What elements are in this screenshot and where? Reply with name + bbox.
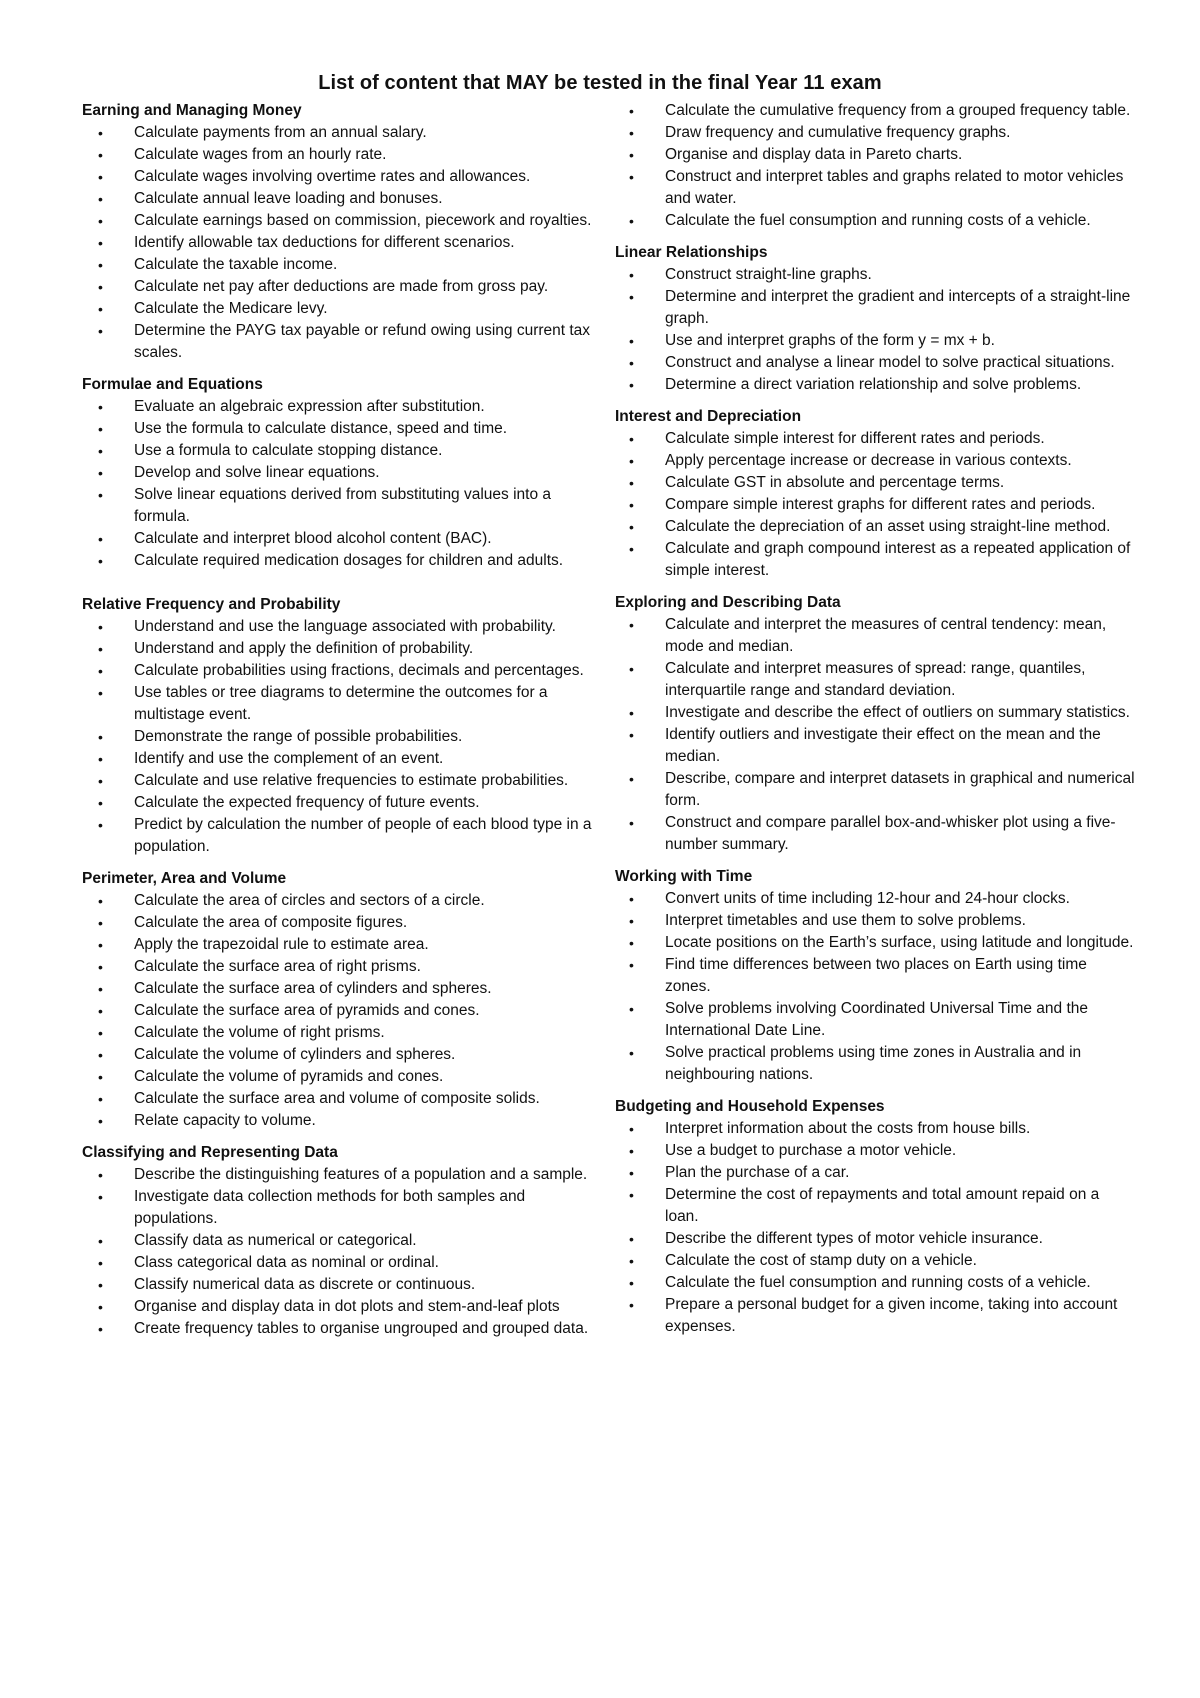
list-item xyxy=(615,210,1135,232)
bullet-list xyxy=(82,396,597,572)
list-item xyxy=(82,1164,597,1186)
bullet-icon: • xyxy=(98,937,103,953)
bullet-icon: • xyxy=(629,497,634,513)
list-item-text: Calculate the cumulative frequency from a grouped frequency table. xyxy=(665,102,1131,119)
list-item-text: Relate capacity to volume. xyxy=(134,1112,316,1129)
list-item-text: Determine and interpret the gradient and intercepts of a straight-line graph. xyxy=(665,288,1131,327)
list-item xyxy=(615,1184,1135,1228)
list-item-text: Construct and compare parallel box-and-whisker plot using a five-number summary. xyxy=(665,814,1116,853)
list-item xyxy=(615,144,1135,166)
list-item-text: Construct and analyse a linear model to solve practical situations. xyxy=(665,354,1115,371)
list-item xyxy=(82,232,597,254)
list-item xyxy=(82,550,597,572)
list-item-text: Create frequency tables to organise ungrouped and grouped data. xyxy=(134,1320,589,1337)
list-item-text: Understand and use the language associated with probability. xyxy=(134,618,556,635)
list-item xyxy=(615,264,1135,286)
list-item-text: Calculate and use relative frequencies to estimate probabilities. xyxy=(134,772,569,789)
list-item-text: Calculate simple interest for different rates and periods. xyxy=(665,430,1045,447)
list-item xyxy=(82,210,597,232)
list-item xyxy=(82,726,597,748)
bullet-icon: • xyxy=(98,1167,103,1183)
list-item-text: Calculate and interpret blood alcohol content (BAC). xyxy=(134,530,492,547)
list-item xyxy=(82,122,597,144)
list-item-text: Calculate the area of composite figures. xyxy=(134,914,408,931)
list-item-text: Organise and display data in dot plots and stem-and-leaf plots xyxy=(134,1298,560,1315)
bullet-icon: • xyxy=(98,619,103,635)
list-item xyxy=(615,1294,1135,1338)
bullet-icon: • xyxy=(629,333,634,349)
list-item-text: Develop and solve linear equations. xyxy=(134,464,380,481)
list-item xyxy=(615,1140,1135,1162)
list-item xyxy=(615,166,1135,210)
list-item xyxy=(615,1118,1135,1140)
list-item xyxy=(82,1066,597,1088)
bullet-icon: • xyxy=(629,1121,634,1137)
bullet-list xyxy=(82,122,597,364)
bullet-list xyxy=(615,264,1135,396)
bullet-icon: • xyxy=(629,705,634,721)
bullet-list xyxy=(82,616,597,858)
list-item-text: Use a budget to purchase a motor vehicle. xyxy=(665,1142,957,1159)
section-perimeter xyxy=(82,868,597,1132)
list-item-text: Calculate the fuel consumption and running costs of a vehicle. xyxy=(665,212,1091,229)
bullet-icon: • xyxy=(629,147,634,163)
bullet-icon: • xyxy=(98,443,103,459)
bullet-icon: • xyxy=(98,1277,103,1293)
bullet-icon: • xyxy=(98,421,103,437)
list-item-text: Calculate wages from an hourly rate. xyxy=(134,146,387,163)
list-item xyxy=(615,658,1135,702)
list-item xyxy=(82,528,597,550)
list-item-text: Calculate the surface area of right prisms. xyxy=(134,958,421,975)
bullet-icon: • xyxy=(629,1165,634,1181)
list-item xyxy=(615,998,1135,1042)
list-item xyxy=(82,484,597,528)
bullet-icon: • xyxy=(98,893,103,909)
list-item-text: Locate positions on the Earth’s surface, using latitude and longitude. xyxy=(665,934,1134,951)
section-budgeting xyxy=(615,1096,1135,1338)
list-item-text: Apply the trapezoidal rule to estimate area. xyxy=(134,936,429,953)
list-item xyxy=(82,1274,597,1296)
list-item xyxy=(82,1110,597,1132)
bullet-icon: • xyxy=(98,531,103,547)
list-item-text: Identify allowable tax deductions for different scenarios. xyxy=(134,234,515,251)
list-item-text: Apply percentage increase or decrease in various contexts. xyxy=(665,452,1072,469)
section-heading: Interest and Depreciation xyxy=(615,408,802,425)
list-item-text: Calculate the Medicare levy. xyxy=(134,300,328,317)
list-item-text: Solve linear equations derived from substituting values into a formula. xyxy=(134,486,552,525)
list-item-text: Calculate the volume of pyramids and cones. xyxy=(134,1068,444,1085)
section-classifying-continued xyxy=(615,100,1135,232)
list-item xyxy=(82,956,597,978)
list-item xyxy=(82,638,597,660)
list-item xyxy=(615,702,1135,724)
list-item xyxy=(82,770,597,792)
list-item xyxy=(82,462,597,484)
list-item xyxy=(82,320,597,364)
list-item xyxy=(615,1250,1135,1272)
bullet-icon: • xyxy=(98,213,103,229)
section-heading: Budgeting and Household Expenses xyxy=(615,1098,885,1115)
list-item xyxy=(615,1228,1135,1250)
bullet-icon: • xyxy=(629,1231,634,1247)
list-item xyxy=(615,286,1135,330)
list-item-text: Calculate the volume of right prisms. xyxy=(134,1024,385,1041)
bullet-list xyxy=(615,428,1135,582)
section-heading: Earning and Managing Money xyxy=(82,102,302,119)
bullet-icon: • xyxy=(98,553,103,569)
list-item-text: Use tables or tree diagrams to determine the outcomes for a multistage event. xyxy=(134,684,548,723)
list-item-text: Calculate net pay after deductions are made from gross pay. xyxy=(134,278,549,295)
bullet-list xyxy=(615,614,1135,856)
bullet-icon: • xyxy=(629,169,634,185)
list-item-text: Interpret timetables and use them to solve problems. xyxy=(665,912,1026,929)
list-item-text: Describe, compare and interpret datasets in graphical and numerical form. xyxy=(665,770,1135,809)
bullet-icon: • xyxy=(629,913,634,929)
list-item-text: Determine the cost of repayments and total amount repaid on a loan. xyxy=(665,1186,1100,1225)
bullet-icon: • xyxy=(629,213,634,229)
list-item xyxy=(82,978,597,1000)
bullet-icon: • xyxy=(98,399,103,415)
list-item xyxy=(615,538,1135,582)
bullet-icon: • xyxy=(98,323,103,339)
section-classifying xyxy=(82,1142,597,1340)
bullet-list xyxy=(615,1118,1135,1338)
list-item-text: Calculate the volume of cylinders and spheres. xyxy=(134,1046,456,1063)
list-item xyxy=(82,1186,597,1230)
list-item xyxy=(82,418,597,440)
list-item xyxy=(82,682,597,726)
list-item xyxy=(615,1042,1135,1086)
bullet-icon: • xyxy=(98,751,103,767)
bullet-icon: • xyxy=(98,1255,103,1271)
list-item-text: Solve problems involving Coordinated Universal Time and the International Date Line. xyxy=(665,1000,1089,1039)
list-item xyxy=(615,472,1135,494)
list-item-text: Use a formula to calculate stopping distance. xyxy=(134,442,443,459)
bullet-icon: • xyxy=(629,1001,634,1017)
list-item-text: Plan the purchase of a car. xyxy=(665,1164,850,1181)
bullet-icon: • xyxy=(98,641,103,657)
list-item xyxy=(615,450,1135,472)
list-item-text: Interpret information about the costs from house bills. xyxy=(665,1120,1031,1137)
list-item-text: Convert units of time including 12-hour and 24-hour clocks. xyxy=(665,890,1070,907)
bullet-icon: • xyxy=(629,453,634,469)
list-item xyxy=(82,144,597,166)
section-heading: Perimeter, Area and Volume xyxy=(82,870,287,887)
bullet-icon: • xyxy=(629,475,634,491)
list-item-text: Calculate the depreciation of an asset using straight-line method. xyxy=(665,518,1111,535)
list-item-text: Construct and interpret tables and graphs related to motor vehicles and water. xyxy=(665,168,1124,207)
bullet-icon: • xyxy=(98,235,103,251)
section-linear xyxy=(615,242,1135,396)
list-item xyxy=(82,1088,597,1110)
bullet-icon: • xyxy=(629,103,634,119)
list-item-text: Calculate the expected frequency of future events. xyxy=(134,794,480,811)
list-item-text: Calculate the cost of stamp duty on a vehicle. xyxy=(665,1252,977,1269)
list-item-text: Calculate and interpret measures of spread: range, quantiles, interquartile range and standard deviation. xyxy=(665,660,1086,699)
list-item-text: Evaluate an algebraic expression after substitution. xyxy=(134,398,485,415)
bullet-icon: • xyxy=(98,1003,103,1019)
list-item-text: Calculate the fuel consumption and running costs of a vehicle. xyxy=(665,1274,1091,1291)
list-item-text: Use the formula to calculate distance, speed and time. xyxy=(134,420,508,437)
list-item xyxy=(615,494,1135,516)
bullet-icon: • xyxy=(629,1275,634,1291)
bullet-list xyxy=(615,100,1135,232)
list-item xyxy=(82,912,597,934)
bullet-icon: • xyxy=(98,795,103,811)
bullet-icon: • xyxy=(98,191,103,207)
section-formulae xyxy=(82,374,597,572)
list-item xyxy=(615,932,1135,954)
list-item xyxy=(82,276,597,298)
list-item xyxy=(615,724,1135,768)
list-item xyxy=(82,890,597,912)
bullet-icon: • xyxy=(98,1025,103,1041)
list-item-text: Demonstrate the range of possible probabilities. xyxy=(134,728,463,745)
list-item-text: Prepare a personal budget for a given income, taking into account expenses. xyxy=(665,1296,1118,1335)
list-item xyxy=(615,330,1135,352)
list-item xyxy=(82,396,597,418)
bullet-icon: • xyxy=(629,617,634,633)
list-item xyxy=(82,298,597,320)
bullet-icon: • xyxy=(629,541,634,557)
list-item-text: Calculate probabilities using fractions, decimals and percentages. xyxy=(134,662,584,679)
bullet-icon: • xyxy=(98,773,103,789)
list-item xyxy=(615,122,1135,144)
bullet-icon: • xyxy=(629,431,634,447)
list-item xyxy=(615,100,1135,122)
list-item-text: Describe the distinguishing features of a population and a sample. xyxy=(134,1166,588,1183)
list-item xyxy=(82,166,597,188)
bullet-icon: • xyxy=(629,267,634,283)
list-item xyxy=(615,910,1135,932)
list-item-text: Predict by calculation the number of people of each blood type in a population. xyxy=(134,816,592,855)
list-item-text: Understand and apply the definition of probability. xyxy=(134,640,474,657)
list-item-text: Calculate the surface area of pyramids and cones. xyxy=(134,1002,480,1019)
list-item xyxy=(615,428,1135,450)
list-item-text: Identify outliers and investigate their effect on the mean and the median. xyxy=(665,726,1101,765)
bullet-icon: • xyxy=(98,1299,103,1315)
list-item-text: Identify and use the complement of an event. xyxy=(134,750,444,767)
list-item xyxy=(82,1318,597,1340)
bullet-icon: • xyxy=(98,817,103,833)
bullet-icon: • xyxy=(629,935,634,951)
list-item xyxy=(82,792,597,814)
list-item-text: Organise and display data in Pareto charts. xyxy=(665,146,963,163)
bullet-icon: • xyxy=(629,355,634,371)
list-item-text: Compare simple interest graphs for different rates and periods. xyxy=(665,496,1096,513)
bullet-icon: • xyxy=(629,1143,634,1159)
list-item-text: Calculate annual leave loading and bonuses. xyxy=(134,190,443,207)
bullet-icon: • xyxy=(98,487,103,503)
list-item xyxy=(82,1000,597,1022)
bullet-icon: • xyxy=(98,981,103,997)
list-item-text: Determine a direct variation relationship and solve problems. xyxy=(665,376,1082,393)
list-item xyxy=(615,812,1135,856)
list-item-text: Calculate GST in absolute and percentage terms. xyxy=(665,474,1005,491)
list-item xyxy=(82,814,597,858)
list-item xyxy=(82,748,597,770)
list-item xyxy=(82,1252,597,1274)
bullet-icon: • xyxy=(629,289,634,305)
section-heading: Linear Relationships xyxy=(615,244,768,261)
bullet-icon: • xyxy=(98,663,103,679)
list-item-text: Describe the different types of motor vehicle insurance. xyxy=(665,1230,1043,1247)
bullet-icon: • xyxy=(629,1187,634,1203)
list-item xyxy=(615,888,1135,910)
bullet-icon: • xyxy=(629,1297,634,1313)
bullet-icon: • xyxy=(98,125,103,141)
list-item-text: Determine the PAYG tax payable or refund owing using current tax scales. xyxy=(134,322,591,361)
bullet-list xyxy=(82,1164,597,1340)
list-item-text: Calculate and graph compound interest as a repeated application of simple interest. xyxy=(665,540,1131,579)
list-item-text: Calculate and interpret the measures of central tendency: mean, mode and median. xyxy=(665,616,1107,655)
list-item xyxy=(82,1022,597,1044)
bullet-icon: • xyxy=(98,1189,103,1205)
section-probability xyxy=(82,594,597,858)
bullet-icon: • xyxy=(629,727,634,743)
bullet-icon: • xyxy=(98,729,103,745)
list-item-text: Calculate the surface area of cylinders and spheres. xyxy=(134,980,492,997)
list-item-text: Find time differences between two places on Earth using time zones. xyxy=(665,956,1087,995)
left-column xyxy=(82,100,597,1350)
bullet-icon: • xyxy=(629,1253,634,1269)
list-item-text: Calculate payments from an annual salary. xyxy=(134,124,427,141)
list-item-text: Classify numerical data as discrete or continuous. xyxy=(134,1276,476,1293)
bullet-icon: • xyxy=(98,915,103,931)
section-heading: Exploring and Describing Data xyxy=(615,594,841,611)
bullet-icon: • xyxy=(629,891,634,907)
list-item-text: Calculate earnings based on commission, piecework and royalties. xyxy=(134,212,592,229)
list-item xyxy=(615,374,1135,396)
section-earning xyxy=(82,100,597,364)
list-item xyxy=(82,1230,597,1252)
list-item xyxy=(82,254,597,276)
bullet-icon: • xyxy=(98,1233,103,1249)
page-title: List of content that MAY be tested in the final Year 11 exam xyxy=(318,72,882,94)
list-item-text: Use and interpret graphs of the form y = mx + b. xyxy=(665,332,995,349)
section-heading: Formulae and Equations xyxy=(82,376,263,393)
list-item xyxy=(82,188,597,210)
list-item-text: Class categorical data as nominal or ordinal. xyxy=(134,1254,439,1271)
list-item-text: Construct straight-line graphs. xyxy=(665,266,872,283)
bullet-icon: • xyxy=(98,279,103,295)
section-heading: Classifying and Representing Data xyxy=(82,1144,338,1161)
bullet-icon: • xyxy=(98,257,103,273)
list-item xyxy=(615,352,1135,374)
bullet-icon: • xyxy=(629,519,634,535)
bullet-icon: • xyxy=(629,771,634,787)
list-item-text: Investigate and describe the effect of outliers on summary statistics. xyxy=(665,704,1130,721)
bullet-icon: • xyxy=(98,1113,103,1129)
list-item xyxy=(82,934,597,956)
list-item xyxy=(615,1272,1135,1294)
list-item xyxy=(615,614,1135,658)
section-exploring xyxy=(615,592,1135,856)
list-item-text: Calculate wages involving overtime rates and allowances. xyxy=(134,168,531,185)
bullet-icon: • xyxy=(98,1047,103,1063)
list-item xyxy=(82,660,597,682)
bullet-icon: • xyxy=(98,169,103,185)
bullet-icon: • xyxy=(629,661,634,677)
bullet-list xyxy=(615,888,1135,1086)
list-item xyxy=(82,616,597,638)
bullet-icon: • xyxy=(629,125,634,141)
list-item-text: Calculate the taxable income. xyxy=(134,256,338,273)
list-item-text: Calculate the surface area and volume of composite solids. xyxy=(134,1090,540,1107)
list-item xyxy=(615,1162,1135,1184)
list-item xyxy=(82,1296,597,1318)
list-item xyxy=(82,440,597,462)
bullet-list xyxy=(82,890,597,1132)
bullet-icon: • xyxy=(98,959,103,975)
list-item-text: Solve practical problems using time zones in Australia and in neighbouring nations. xyxy=(665,1044,1082,1083)
section-heading: Relative Frequency and Probability xyxy=(82,596,341,613)
right-column xyxy=(615,100,1135,1348)
list-item-text: Investigate data collection methods for both samples and populations. xyxy=(134,1188,526,1227)
list-item-text: Classify data as numerical or categorical. xyxy=(134,1232,417,1249)
bullet-icon: • xyxy=(98,1321,103,1337)
bullet-icon: • xyxy=(98,685,103,701)
bullet-icon: • xyxy=(629,815,634,831)
bullet-icon: • xyxy=(629,377,634,393)
bullet-icon: • xyxy=(98,465,103,481)
list-item-text: Calculate the area of circles and sectors of a circle. xyxy=(134,892,485,909)
section-interest xyxy=(615,406,1135,582)
list-item-text: Draw frequency and cumulative frequency graphs. xyxy=(665,124,1011,141)
bullet-icon: • xyxy=(98,147,103,163)
section-heading: Working with Time xyxy=(615,868,753,885)
bullet-icon: • xyxy=(98,1091,103,1107)
bullet-icon: • xyxy=(629,957,634,973)
list-item xyxy=(615,768,1135,812)
list-item xyxy=(82,1044,597,1066)
list-item xyxy=(615,516,1135,538)
list-item-text: Calculate required medication dosages for children and adults. xyxy=(134,552,564,569)
list-item xyxy=(615,954,1135,998)
bullet-icon: • xyxy=(629,1045,634,1061)
bullet-icon: • xyxy=(98,301,103,317)
section-time xyxy=(615,866,1135,1086)
bullet-icon: • xyxy=(98,1069,103,1085)
